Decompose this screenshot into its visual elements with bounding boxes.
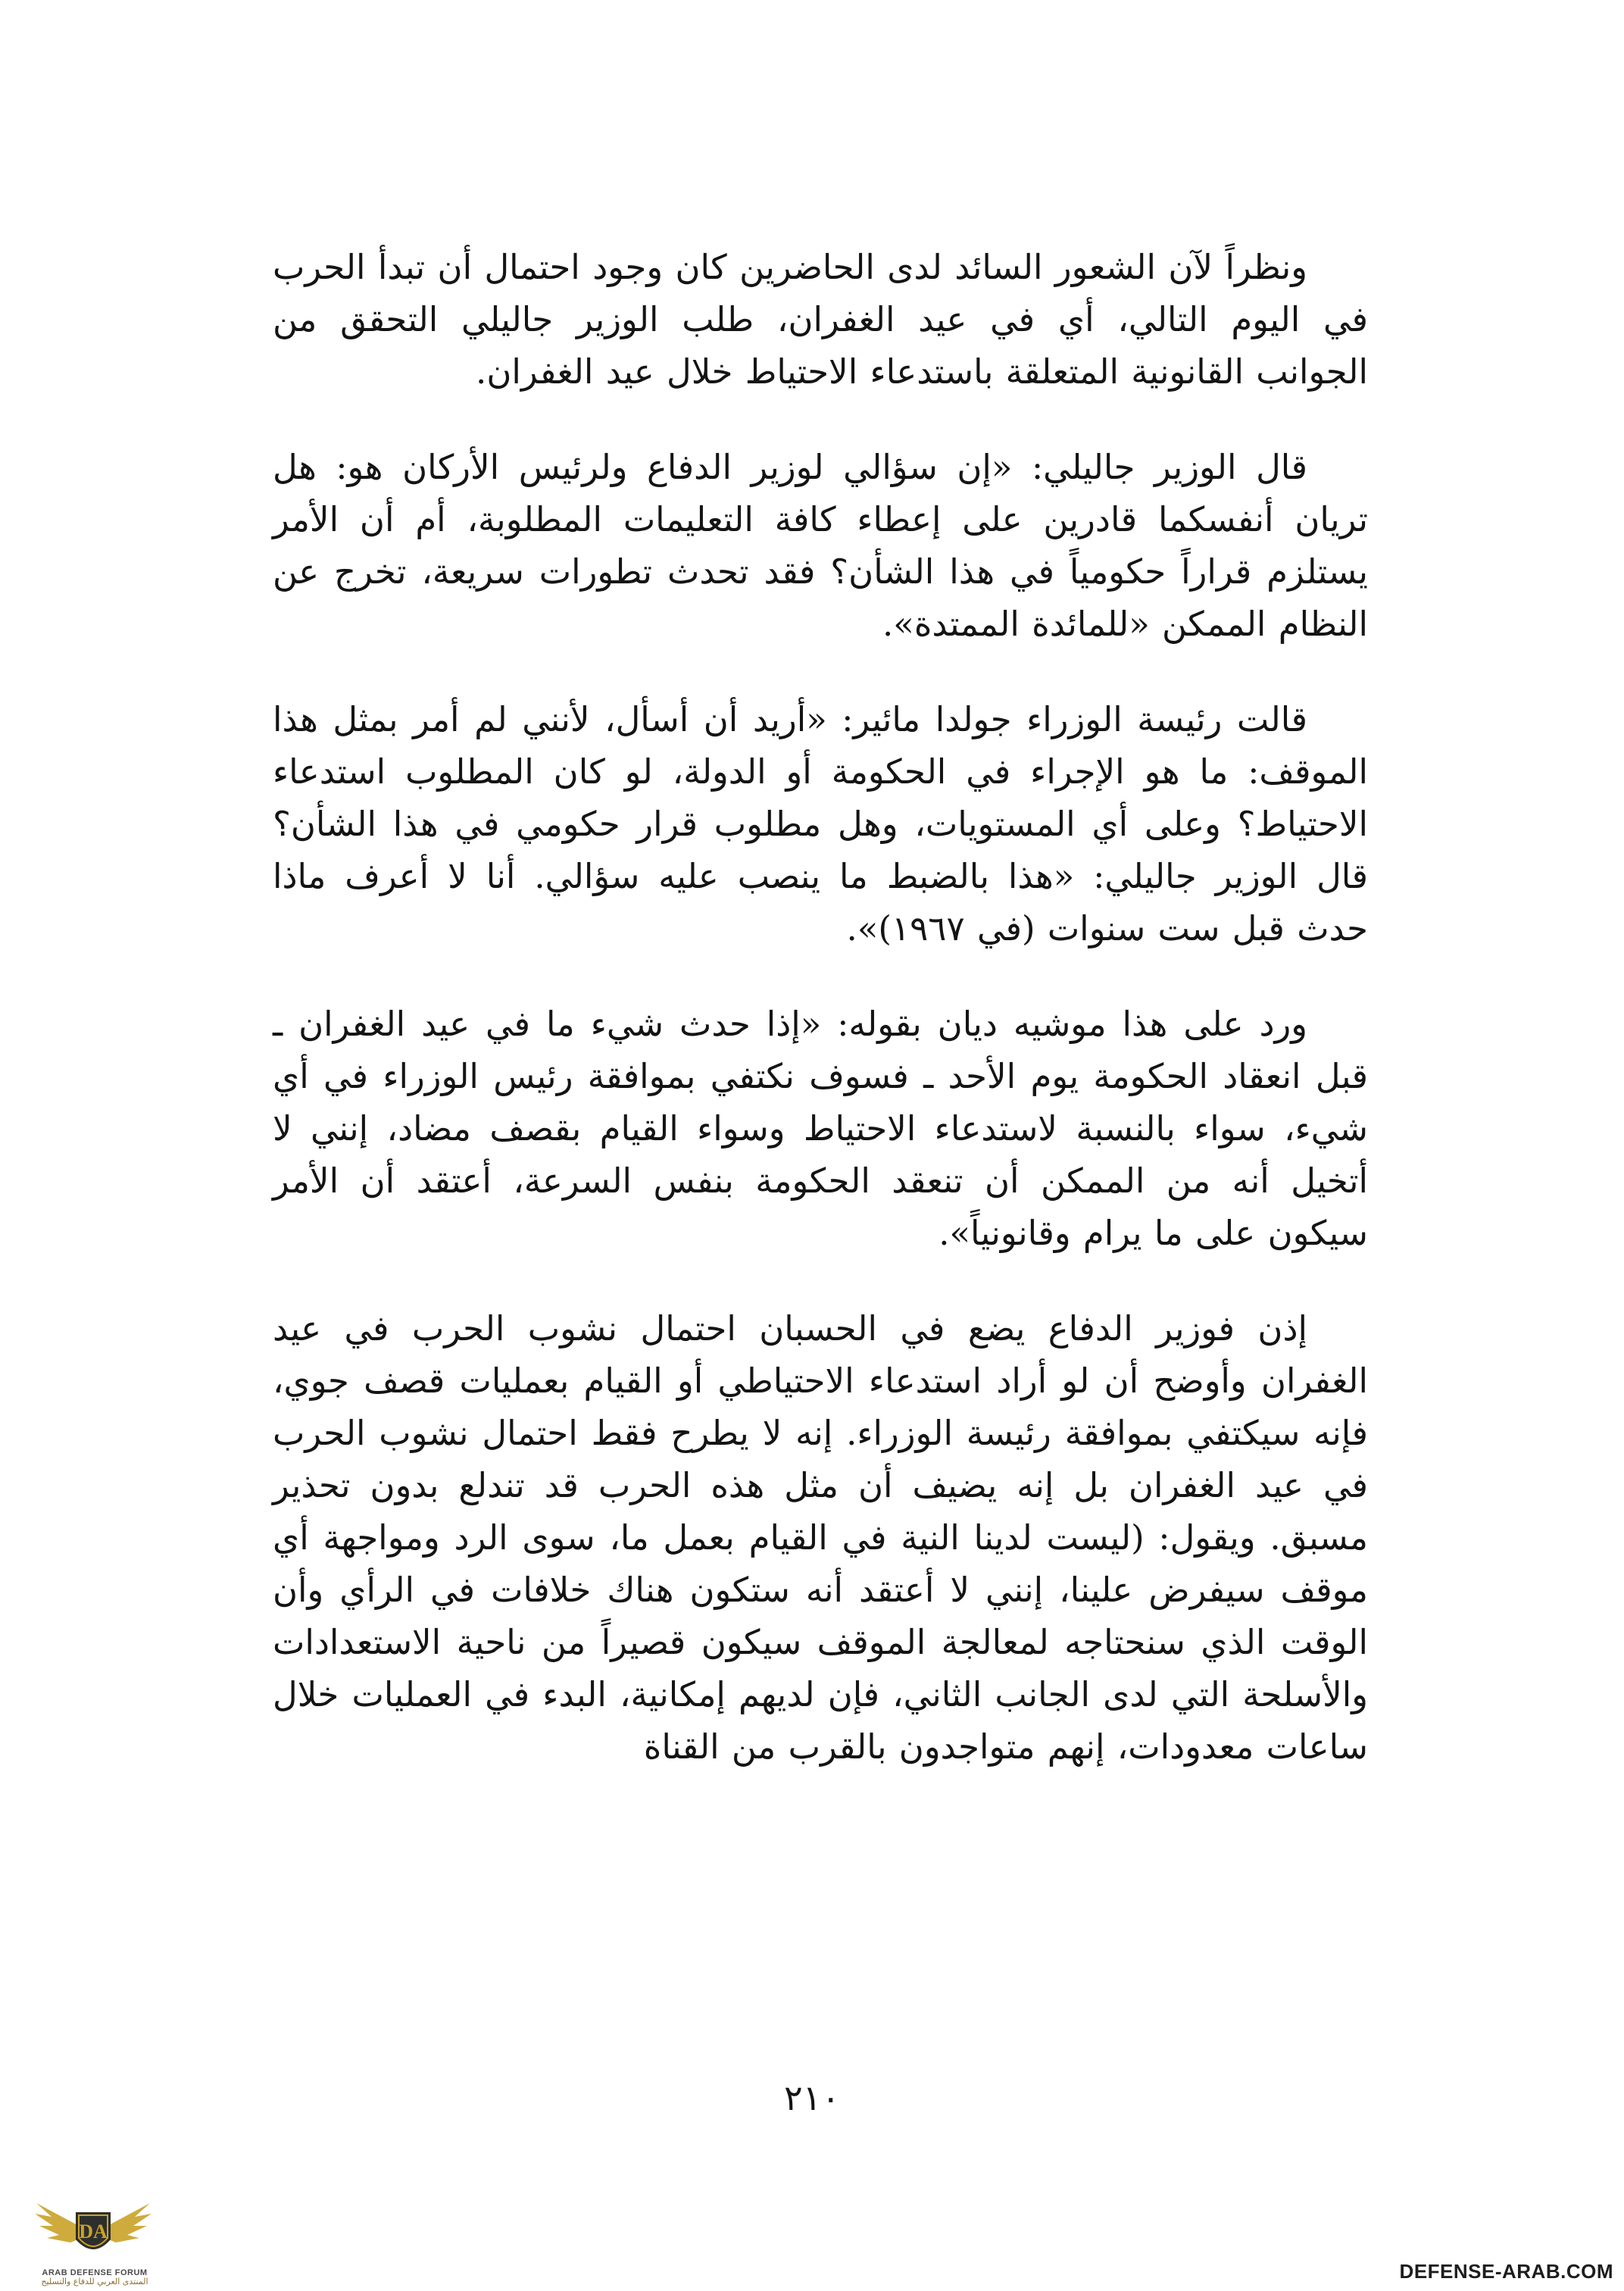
page-number: ٢١٠ xyxy=(783,2077,841,2118)
paragraph-3: قالت رئيسة الوزراء جولدا مائير: «أريد أن أسأل، لأنني لم أمر بمثل هذا الموقف: ما هو الإجراء في الحكومة أو الدولة، لو كان المطلوب استدعاء الاحتياط؟ وعلى أي المستويات، وهل مطلوب قرار حكومي في هذا الشأن؟ قال الوزير جاليلي: «هذا بالضبط ما ينصب عليه سؤالي. أنا لا أعرف ماذا حدث قبل ست سنوات (في ١٩٦٧)». xyxy=(273,699,1368,949)
paragraph-5: إذن فوزير الدفاع يضع في الحسبان احتمال نشوب الحرب في عيد الغفران وأوضح أن لو أراد استدعاء الاحتياطي أو القيام بعمليات قصف جوي، فإنه سيكتفي بموافقة رئيسة الوزراء. إنه لا يطرح فقط احتمال نشوب الحرب في عيد الغفران بل إنه يضيف أن مثل هذه الحرب قد تندلع بدون تحذير مسبق. ويقول: (ليست لدينا النية في القيام بعمل ما، سوى الرد ومواجهة أي موقف سيفرض علينا، إنني لا أعتقد أنه ستكون هناك خلافات في الرأي وأن الوقت الذي سنحتاجه لمعالجة الموقف سيكون قصيراً من ناحية الاستعدادات والأسلحة التي لدى الجانب الثاني، فإن لديهم إمكانية، البدء في العمليات خلال ساعات معدودات، إنهم متواجدون بالقرب من القناة xyxy=(273,1308,1368,1767)
paragraph-1: ونظراً لآن الشعور السائد لدى الحاضرين كان وجود احتمال أن تبدأ الحرب في اليوم التالي، أي في عيد الغفران، طلب الوزير جاليلي التحقق من الجوانب القانونية المتعلقة باستدعاء الاحتياط خلال عيد الغفران. xyxy=(273,247,1368,392)
body-text xyxy=(273,241,1368,1816)
forum-brand-name: ARAB DEFENSE FORUM xyxy=(42,2268,148,2277)
paragraph-2: قال الوزير جاليلي: «إن سؤالي لوزير الدفاع ولرئيس الأركان هو: هل تريان أنفسكما قادرين على إعطاء كافة التعليمات المطلوبة، أم أن الأمر يستلزم قراراً حكومياً في هذا الشأن؟ فقد تحدث تطورات سريعة، تخرج عن النظام الممكن «للمائدة الممتدة». xyxy=(273,447,1368,644)
paragraph-4: ورد على هذا موشيه ديان بقوله: «إذا حدث شيء ما في عيد الغفران ـ قبل انعقاد الحكومة يوم الأحد ـ فسوف نكتفي بموافقة رئيس الوزراء في أي شيء، سواء بالنسبة لاستدعاء الاحتياط وسواء القيام بقصف مضاد، إنني لا أتخيل أنه من الممكن أن تنعقد الحكومة بنفس السرعة، أعتقد أن الأمر سيكون على ما يرام وقانونياً». xyxy=(273,1004,1368,1253)
forum-arabic-name: المنتدى العربي للدفاع والتسليح xyxy=(41,2277,148,2286)
logo-letters: DA xyxy=(79,2221,108,2243)
site-url: DEFENSE-ARAB.COM xyxy=(1399,2260,1613,2283)
